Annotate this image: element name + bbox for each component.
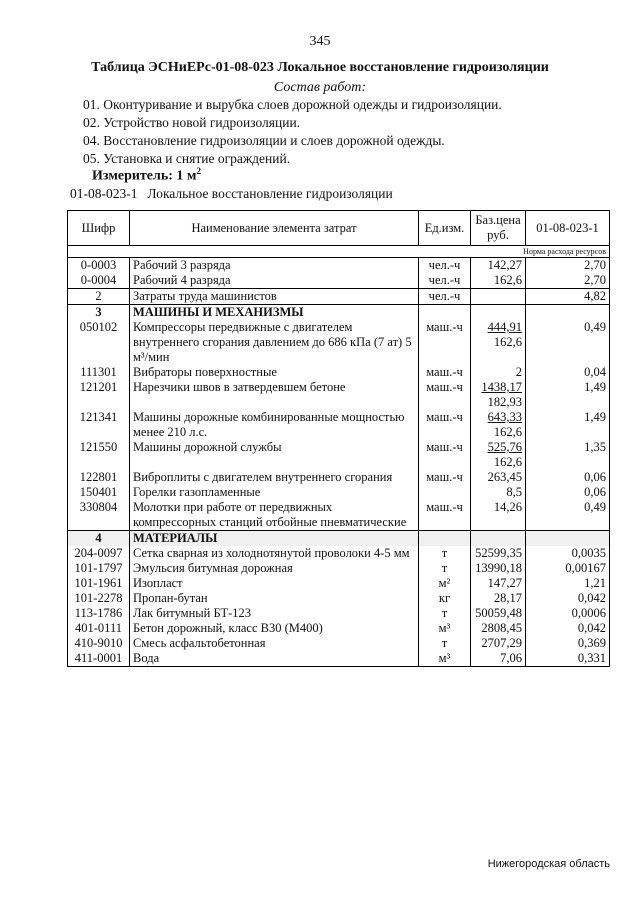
- row-norm: 1,49: [526, 410, 610, 440]
- header-norm-code: 01-08-023-1: [526, 211, 610, 246]
- row-price: [471, 651, 526, 667]
- row-price-value: 52599,35: [475, 546, 522, 560]
- row-name: Виброплиты с двигателем внутреннего сгорания: [130, 470, 419, 485]
- row-price: [471, 606, 526, 621]
- table-row: [68, 636, 610, 651]
- row-unit: маш.-ч: [419, 440, 471, 470]
- row-price: [471, 531, 526, 547]
- header-code: Шифр: [68, 211, 130, 246]
- row-code: 3: [68, 305, 130, 321]
- row-price: [471, 380, 526, 410]
- work-item: 02. Устройство новой гидроизоляции.: [83, 115, 301, 130]
- row-price-operator: 162,6: [493, 425, 522, 439]
- row-price: [471, 591, 526, 606]
- row-unit: [419, 485, 471, 500]
- row-unit: [419, 305, 471, 321]
- row-price: [471, 273, 526, 289]
- row-unit: м²: [419, 576, 471, 591]
- row-name: Машины дорожной службы: [130, 440, 419, 470]
- row-unit: кг: [419, 591, 471, 606]
- header-name: Наименование элемента затрат: [130, 211, 419, 246]
- row-code: 101-1797: [68, 561, 130, 576]
- meter: [92, 166, 201, 185]
- row-unit: т: [419, 561, 471, 576]
- row-norm: [526, 531, 610, 547]
- row-name: Пропан-бутан: [130, 591, 419, 606]
- row-price: [471, 500, 526, 531]
- row-price-value: 50059,48: [475, 606, 522, 620]
- row-price: [471, 485, 526, 500]
- table-row: [68, 470, 610, 485]
- table-row: [68, 621, 610, 636]
- row-unit: маш.-ч: [419, 500, 471, 531]
- row-price: [471, 305, 526, 321]
- row-unit: маш.-ч: [419, 320, 471, 365]
- row-price-value: 7,06: [500, 651, 522, 665]
- row-name: Машины дорожные комбинированные мощностью менее 210 л.с.: [130, 410, 419, 440]
- work-list: [83, 96, 502, 168]
- row-price: [471, 365, 526, 380]
- row-name: Затраты труда машинистов: [130, 289, 419, 305]
- row-code: 0-0004: [68, 273, 130, 289]
- row-code: 121341: [68, 410, 130, 440]
- row-name: Нарезчики швов в затвердевшем бетоне: [130, 380, 419, 410]
- row-unit: чел.-ч: [419, 289, 471, 305]
- row-name: Молотки при работе от передвижных компрессорных станций отбойные пневматические: [130, 500, 419, 531]
- row-code: 101-1961: [68, 576, 130, 591]
- row-price-operator: 182,93: [487, 395, 522, 409]
- table-code: 01-08-023-1: [70, 186, 138, 201]
- header-price: Баз.цена руб.: [471, 211, 526, 246]
- row-norm: 0,06: [526, 470, 610, 485]
- table-title: Таблица ЭСНиЕРс-01-08-023 Локальное восстановление гидроизоляции: [91, 60, 549, 75]
- section-row: [68, 305, 610, 321]
- table-row: [68, 289, 610, 305]
- footer-region: Нижегородская область: [487, 858, 610, 870]
- row-norm: [526, 305, 610, 321]
- row-name: Рабочий 3 разряда: [130, 258, 419, 274]
- row-price-value: 1438,17: [481, 380, 522, 394]
- row-code: 401-0111: [68, 621, 130, 636]
- table-name: Локальное восстановление гидроизоляции: [147, 186, 393, 201]
- row-price-operator: 162,6: [493, 455, 522, 469]
- row-price: [471, 621, 526, 636]
- row-code: 4: [68, 531, 130, 547]
- row-price-value: 2: [515, 365, 522, 379]
- row-norm: 0,369: [526, 636, 610, 651]
- row-unit: чел.-ч: [419, 258, 471, 274]
- table-row: [68, 320, 610, 365]
- row-price: [471, 636, 526, 651]
- work-item: 01. Оконтуривание и вырубка слоев дорожной одежды и гидроизоляции.: [83, 97, 502, 112]
- row-norm: 0,042: [526, 621, 610, 636]
- row-code: 122801: [68, 470, 130, 485]
- row-price: [471, 440, 526, 470]
- row-norm: 2,70: [526, 273, 610, 289]
- table-body: [68, 258, 610, 667]
- row-unit: маш.-ч: [419, 365, 471, 380]
- table-row: [68, 410, 610, 440]
- row-norm: 0,49: [526, 500, 610, 531]
- table-row: [68, 651, 610, 667]
- row-code: 101-2278: [68, 591, 130, 606]
- table-row: [68, 485, 610, 500]
- row-code: 410-9010: [68, 636, 130, 651]
- header-unit: Ед.изм.: [419, 211, 471, 246]
- row-code: 150401: [68, 485, 130, 500]
- row-unit: [419, 531, 471, 547]
- row-norm: 0,00167: [526, 561, 610, 576]
- row-unit: маш.-ч: [419, 410, 471, 440]
- row-name: МАШИНЫ И МЕХАНИЗМЫ: [130, 305, 419, 321]
- row-name: Изопласт: [130, 576, 419, 591]
- row-code: 121201: [68, 380, 130, 410]
- table-row: [68, 546, 610, 561]
- row-name: Вибраторы поверхностные: [130, 365, 419, 380]
- row-unit: маш.-ч: [419, 380, 471, 410]
- row-name: Эмульсия битумная дорожная: [130, 561, 419, 576]
- resource-table: [67, 210, 610, 667]
- row-unit: маш.-ч: [419, 470, 471, 485]
- table-row: [68, 500, 610, 531]
- row-price-value: 2808,45: [481, 621, 522, 635]
- row-price-value: 14,26: [493, 500, 522, 514]
- row-unit: м³: [419, 651, 471, 667]
- row-name: Компрессоры передвижные с двигателем внутреннего сгорания давлением до 686 кПа (7 ат) 5 м³/мин: [130, 320, 419, 365]
- row-code: 330804: [68, 500, 130, 531]
- page-number: 345: [309, 34, 331, 49]
- row-price: [471, 561, 526, 576]
- row-norm: 0,042: [526, 591, 610, 606]
- header-row: [68, 211, 610, 246]
- row-price: [471, 546, 526, 561]
- row-code: 111301: [68, 365, 130, 380]
- row-price-value: 643,33: [487, 410, 522, 424]
- section-row: [68, 531, 610, 547]
- row-name: Вода: [130, 651, 419, 667]
- row-norm: 0,0035: [526, 546, 610, 561]
- table-row: [68, 258, 610, 274]
- row-name: Горелки газопламенные: [130, 485, 419, 500]
- row-price-value: 263,45: [487, 470, 522, 484]
- row-name: Рабочий 4 разряда: [130, 273, 419, 289]
- table-row: [68, 365, 610, 380]
- row-name: Бетон дорожный, класс В30 (М400): [130, 621, 419, 636]
- table-row: [68, 440, 610, 470]
- work-item: 05. Установка и снятие ограждений.: [83, 151, 291, 166]
- row-price-value: 28,17: [493, 591, 522, 605]
- row-name: Смесь асфальтобетонная: [130, 636, 419, 651]
- row-name: Сетка сварная из холоднотянутой проволоки 4-5 мм: [130, 546, 419, 561]
- row-unit: чел.-ч: [419, 273, 471, 289]
- row-code: 050102: [68, 320, 130, 365]
- row-code: 411-0001: [68, 651, 130, 667]
- table-row: [68, 576, 610, 591]
- norm-caption-row: [68, 246, 610, 258]
- row-price-value: 13990,18: [475, 561, 522, 575]
- table-row: [68, 380, 610, 410]
- row-norm: 1,35: [526, 440, 610, 470]
- row-price-value: 444,91: [487, 320, 522, 334]
- row-unit: т: [419, 606, 471, 621]
- row-code: 0-0003: [68, 258, 130, 274]
- table-row: [68, 561, 610, 576]
- row-norm: 0,331: [526, 651, 610, 667]
- row-price: [471, 320, 526, 365]
- row-code: 113-1786: [68, 606, 130, 621]
- row-norm: 0,49: [526, 320, 610, 365]
- table-row: [68, 606, 610, 621]
- work-item: 04. Восстановление гидроизоляции и слоев дорожной одежды.: [83, 133, 445, 148]
- table-caption: [70, 186, 393, 202]
- row-unit: т: [419, 546, 471, 561]
- row-unit: м³: [419, 621, 471, 636]
- row-norm: 1,49: [526, 380, 610, 410]
- row-price: [471, 470, 526, 485]
- row-code: 121550: [68, 440, 130, 470]
- norm-caption: Норма расхода ресурсов: [68, 246, 610, 258]
- row-price-operator: 162,6: [493, 335, 522, 349]
- row-price-value: 2707,29: [481, 636, 522, 650]
- row-price: [471, 576, 526, 591]
- row-name: Лак битумный БТ-123: [130, 606, 419, 621]
- row-norm: 4,82: [526, 289, 610, 305]
- row-price: [471, 410, 526, 440]
- meter-label: Измеритель: 1 м: [92, 168, 197, 184]
- meter-sup: 2: [196, 166, 201, 176]
- table-row: [68, 273, 610, 289]
- row-code: 2: [68, 289, 130, 305]
- row-unit: т: [419, 636, 471, 651]
- row-price-value: 147,27: [487, 576, 522, 590]
- row-norm: 1,21: [526, 576, 610, 591]
- row-norm: 0,0006: [526, 606, 610, 621]
- row-norm: 0,04: [526, 365, 610, 380]
- row-name: МАТЕРИАЛЫ: [130, 531, 419, 547]
- row-price-value: 525,76: [487, 440, 522, 454]
- row-price-value: 8,5: [506, 485, 522, 499]
- row-code: 204-0097: [68, 546, 130, 561]
- row-price: [471, 258, 526, 274]
- row-norm: 2,70: [526, 258, 610, 274]
- row-price-value: 162,6: [493, 273, 522, 287]
- row-norm: 0,06: [526, 485, 610, 500]
- row-price: [471, 289, 526, 305]
- table-row: [68, 591, 610, 606]
- row-price-value: 142,27: [487, 258, 522, 272]
- composition-heading: Состав работ:: [273, 80, 367, 95]
